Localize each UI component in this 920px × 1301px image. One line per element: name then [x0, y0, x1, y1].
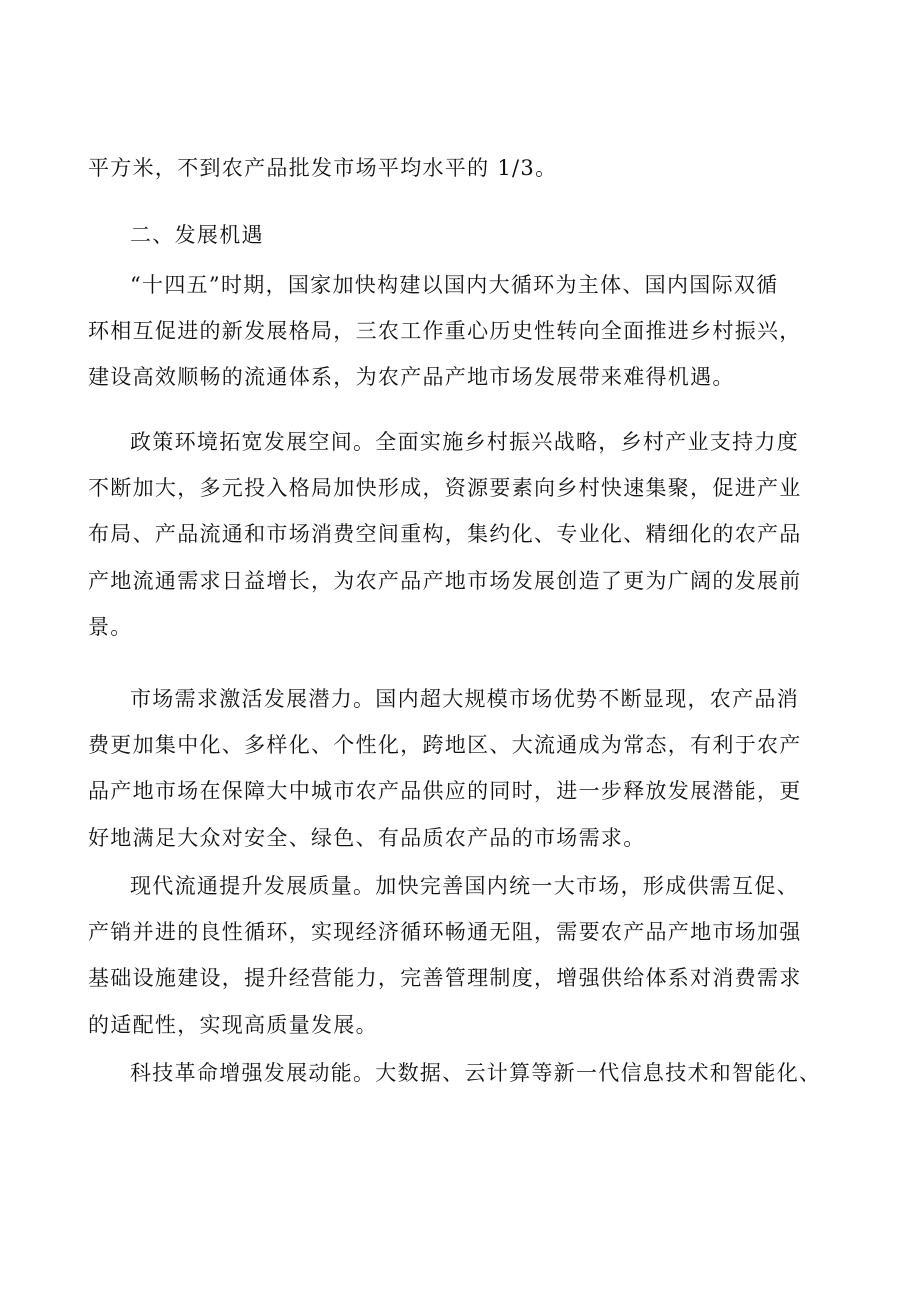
paragraph-line: “十四五”时期，国家加快构建以国内大循环为主体、国内国际双循 — [130, 273, 779, 297]
paragraph-line: 政策环境拓宽发展空间。全面实施乡村振兴战略，乡村产业支持力度 — [130, 430, 799, 454]
paragraph-line: 平方米，不到农产品批发市场平均水平的 1/3。 — [88, 156, 558, 180]
paragraph-technology-revolution — [88, 1050, 848, 1096]
paragraph-line: 现代流通提升发展质量。加快完善国内统一大市场，形成供需互促、 — [130, 874, 799, 898]
section-heading-text: 二、发展机遇 — [130, 223, 264, 247]
paragraph-line: 费更加集中化、多样化、个性化，跨地区、大流通成为常态，有利于农产 — [88, 733, 802, 758]
paragraph-line: 产销并进的良性循环，实现经济循环畅通无阻，需要农产品产地市场加强 — [88, 920, 802, 945]
paragraph-line: 好地满足大众对安全、绿色、有品质农产品的市场需求。 — [88, 825, 646, 850]
paragraph-development-opportunity-intro — [88, 262, 848, 401]
paragraph-line: 景。 — [88, 614, 133, 639]
section-heading — [88, 212, 848, 258]
paragraph-line: 市场需求激活发展潜力。国内超大规模市场优势不断显现，农产品消 — [130, 687, 799, 711]
paragraph-line: 建设高效顺畅的流通体系，为农产品产地市场发展带来难得机遇。 — [88, 365, 735, 390]
paragraph-line: 不断加大，多元投入格局加快形成，资源要素向乡村快速集聚，促进产业 — [88, 476, 802, 501]
paragraph-line: 科技革命增强发展动能。大数据、云计算等新一代信息技术和智能化、 — [130, 1061, 822, 1085]
paragraph-market-demand — [88, 676, 848, 861]
continuation-paragraph — [88, 145, 848, 191]
paragraph-modern-circulation — [88, 863, 848, 1048]
paragraph-line: 品产地市场在保障大中城市农产品供应的同时，进一步释放发展潜能，更 — [88, 779, 802, 804]
paragraph-line: 的适配性，实现高质量发展。 — [88, 1012, 378, 1037]
paragraph-policy-environment — [88, 419, 848, 650]
paragraph-line: 产地流通需求日益增长，为农产品产地市场发展创造了更为广阔的发展前 — [88, 568, 802, 593]
paragraph-line: 基础设施建设，提升经营能力，完善管理制度，增强供给体系对消费需求 — [88, 966, 802, 991]
paragraph-line: 环相互促进的新发展格局，三农工作重心历史性转向全面推进乡村振兴， — [88, 319, 802, 344]
paragraph-line: 布局、产品流通和市场消费空间重构，集约化、专业化、精细化的农产品 — [88, 522, 802, 547]
